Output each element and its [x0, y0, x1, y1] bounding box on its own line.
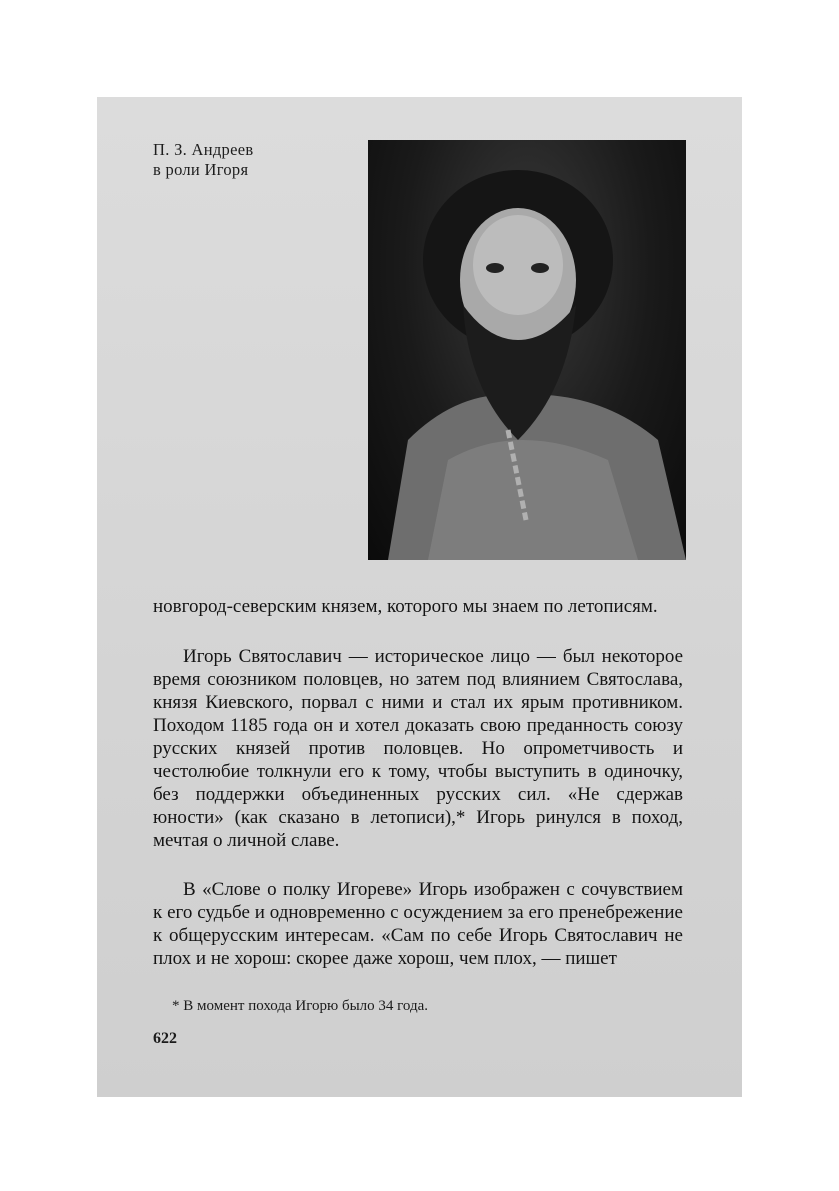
right-eye — [531, 263, 549, 273]
left-eye — [486, 263, 504, 273]
paragraph-slovo: В «Слове о полку Игореве» Игорь изображен с сочувствием к его судьбе и одновременно с осуждением за его пренебрежение к общерусским интересам. «Сам по себе Игорь Святославич не плох и не хорош: скорее даже хорош, чем плох, — пишет — [153, 879, 683, 969]
footnote: * В момент похода Игорю было 34 года. — [172, 998, 429, 1014]
paragraph-igor-history: Игорь Святославич — историческое лицо — был некоторое время союзником половцев, но затем под влиянием Святослава, князя Киевского, порвал с ними и стал их ярым противником. Походом 1185 года он и хотел доказать свою преданность союзу русских князей против половцев. Но опрометчивость и честолюбие толкнули его к тому, чтобы выступить в одиночку, без поддержки объединенных русских сил. «Не сдержав юности» (как сказано в летописи),* Игорь ринулся в поход, мечтая о личной славе. — [153, 646, 683, 851]
caption-line-name: П. З. Андреев — [153, 140, 254, 159]
page-number: 622 — [153, 1030, 177, 1047]
caption-line-role: в роли Игоря — [153, 160, 249, 179]
photo-caption — [153, 140, 253, 180]
portrait-photo — [368, 140, 686, 560]
portrait-illustration — [368, 140, 686, 560]
face-highlight — [473, 215, 563, 315]
paragraph-continuation: новгород-северским князем, которого мы знаем по летописям. — [153, 596, 658, 617]
